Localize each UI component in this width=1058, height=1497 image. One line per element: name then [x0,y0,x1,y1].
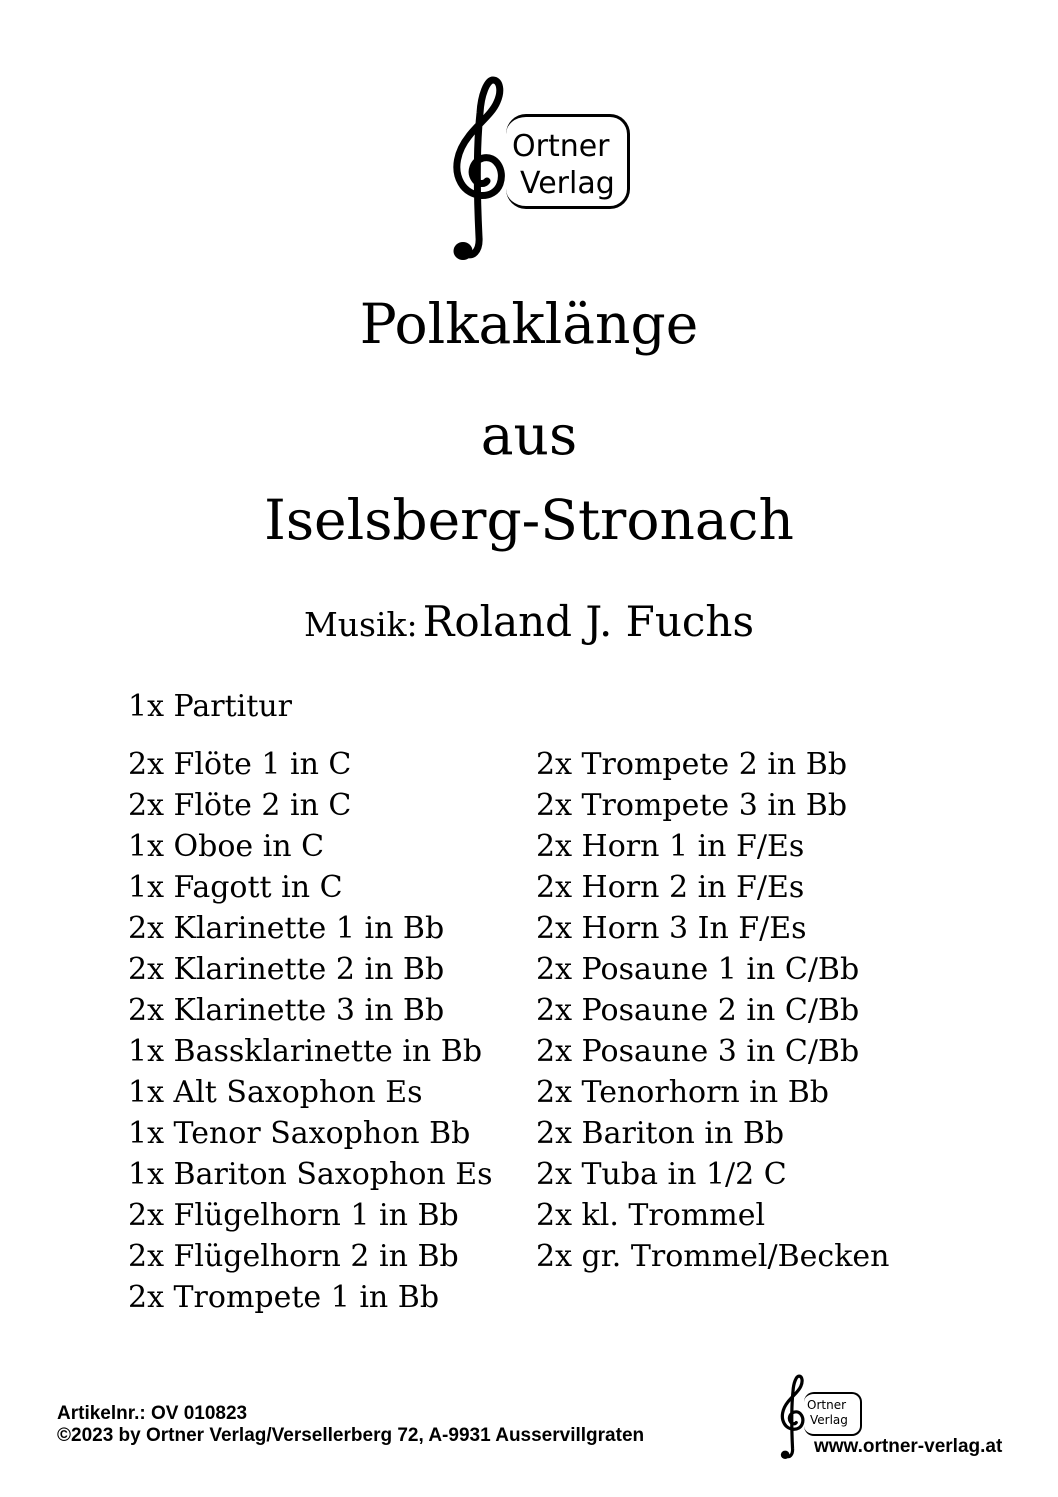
part-item: 1x Alt Saxophon Es [128,1075,423,1110]
part-item: 1x Tenor Saxophon Bb [128,1116,471,1151]
part-item: 2x Flügelhorn 1 in Bb [128,1198,459,1233]
composer-line [0,597,1058,646]
part-item: 2x Flöte 2 in C [128,788,352,823]
part-item: 2x Flügelhorn 2 in Bb [128,1239,459,1274]
title-connector: aus [480,403,578,467]
publisher-name-line1: Ortner [512,129,610,164]
part-item: 2x Trompete 2 in Bb [536,747,848,782]
parts-column-left [128,744,493,1318]
part-item: 2x Horn 3 In F/Es [536,911,807,946]
composer-label: Musik: [303,605,418,644]
copyright-line: ©2023 by Ortner Verlag/Versellerberg 72, A-9931 Ausservillgraten [57,1425,645,1446]
part-item: 2x Trompete 3 in Bb [536,788,848,823]
part-item: 2x Klarinette 1 in Bb [128,911,445,946]
part-item: 2x Tuba in 1/2 C [536,1157,787,1192]
place-title: Iselsberg-Stronach [264,488,794,552]
part-item: 2x Tenorhorn in Bb [536,1075,829,1110]
part-item: 2x Posaune 1 in C/Bb [536,952,860,987]
part-item: 2x gr. Trommel/Becken [536,1239,890,1274]
publisher-logo-box [506,114,630,209]
part-item: 2x Posaune 3 in C/Bb [536,1034,860,1069]
footer-logo-box [804,1392,862,1436]
part-item: 1x Fagott in C [128,870,343,905]
part-item: 2x Trompete 1 in Bb [128,1280,440,1315]
part-item: 2x Horn 1 in F/Es [536,829,805,864]
part-item: 1x Bassklarinette in Bb [128,1034,483,1069]
part-item: 2x Flöte 1 in C [128,747,352,782]
part-item: 2x Klarinette 2 in Bb [128,952,445,987]
part-item: 2x Klarinette 3 in Bb [128,993,445,1028]
parts-column-right [536,744,889,1277]
part-item: 1x Bariton Saxophon Es [128,1157,493,1192]
part-item: 2x Posaune 2 in C/Bb [536,993,860,1028]
part-item: 2x Horn 2 in F/Es [536,870,805,905]
publisher-name-line2: Verlag [520,166,615,201]
article-number: Artikelnr.: OV 010823 [57,1403,248,1424]
part-item: 1x Oboe in C [128,829,325,864]
treble-clef-icon [447,71,513,271]
publisher-website: www.ortner-verlag.at [814,1436,1003,1457]
footer-logo-line2: Verlag [810,1413,848,1427]
part-item: 2x kl. Trommel [536,1198,766,1233]
score-item: 1x Partitur [128,689,292,724]
footer-logo-line1: Ortner [807,1398,847,1412]
work-title: Polkaklänge [359,292,699,356]
footer-imprint [57,1403,644,1447]
composer-name: Roland J. Fuchs [422,597,754,646]
part-item: 2x Bariton in Bb [536,1116,785,1151]
